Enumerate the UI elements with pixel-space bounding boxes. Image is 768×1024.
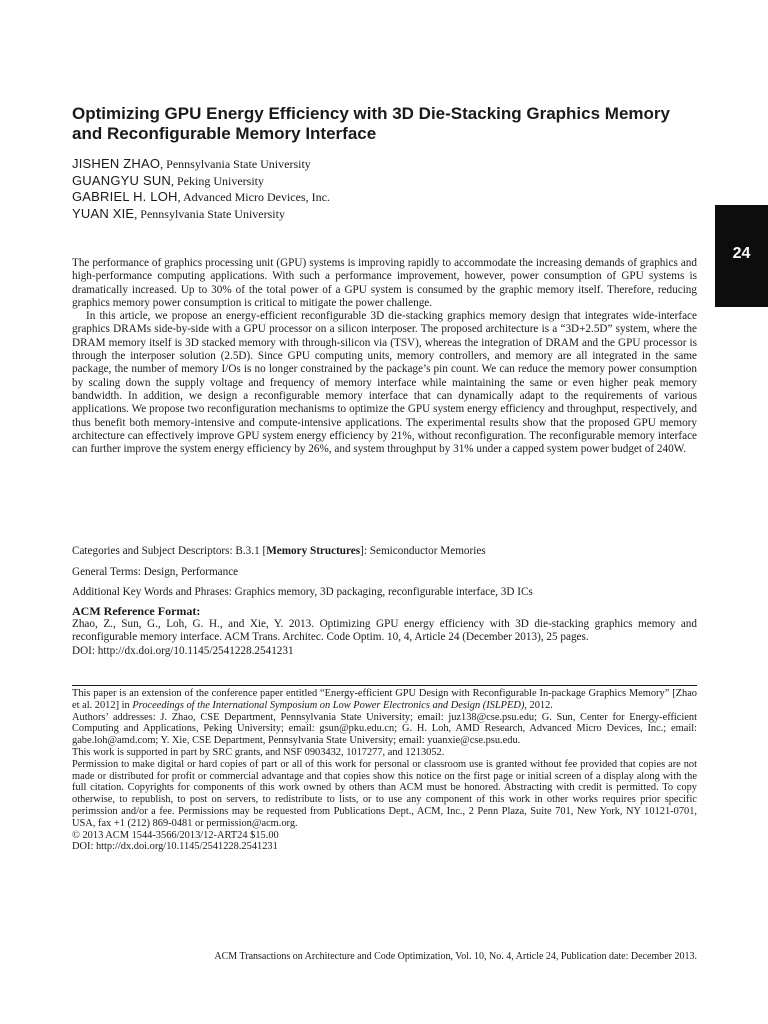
author-name: JISHEN ZHAO bbox=[72, 156, 161, 171]
author-affiliation: , Advanced Micro Devices, Inc. bbox=[177, 190, 330, 204]
author-name: GABRIEL H. LOH bbox=[72, 189, 178, 204]
author-affiliation: , Pennsylvania State University bbox=[160, 157, 311, 171]
categories-rest: ]: Semiconductor Memories bbox=[360, 545, 486, 557]
reference-format bbox=[72, 618, 697, 658]
author-list bbox=[72, 156, 692, 222]
paper-title: Optimizing GPU Energy Efficiency with 3D Die-Stacking Graphics Memory and Reconfigurable Memory Interface bbox=[72, 104, 670, 143]
extension-note-text: This paper is an extension of the conference paper entitled “Energy-efficient GPU Design with Reconfigurable In-package Graphics Memory” [Zhao et al. 2012] in bbox=[72, 688, 697, 711]
reference-format-heading: ACM Reference Format: bbox=[72, 604, 201, 618]
author-name: YUAN XIE bbox=[72, 205, 135, 221]
author-line bbox=[72, 189, 692, 206]
categories-label: Categories and Subject Descriptors: B.3.1 [ bbox=[72, 545, 267, 557]
authors-addresses: Authors’ addresses: J. Zhao, CSE Department, Pennsylvania State University; email: juz138@cse.psu.edu; G. Sun, Center for Energy-efficient Computing and Applications, Peking University; email: gsun@pku.edu.cn; G. H. Loh, AMD Research, Advanced Micro Devices, Inc.; email: gabe.loh@amd.com; Y. Xie, CSE Department, Pennsylvania State University; email: yuanxie@cse.psu.edu. bbox=[72, 711, 697, 747]
article-number: 24 bbox=[732, 245, 751, 262]
author-affiliation: , Pennsylvania State University bbox=[134, 206, 285, 221]
copyright-note: © 2013 ACM 1544-3566/2013/12-ART24 $15.00 bbox=[72, 829, 279, 841]
support-note: This work is supported in part by SRC grants, and NSF 0903432, 1017277, and 1213052. bbox=[72, 746, 445, 758]
extension-note bbox=[72, 688, 697, 712]
categories-line bbox=[72, 545, 697, 558]
abstract-paragraph: In this article, we propose an energy-efficient reconfigurable 3D die-stacking graphics memory design that integrates wide-interface graphics DRAMs side-by-side with a GPU processor on a silicon interposer. The proposed architecture is a “3D+2.5D” system, where the DRAM memory itself is 3D stacked memory with through-silicon via (TSV), whereas the integration of DRAM and the GPU processor is through the interposer solution (2.5D). Since GPU computing units, memory controllers, and memory are all integrated in the same package, the number of memory I/Os is no longer constrained by the package’s pin count. We can reduce the memory power consumption by scaling down the supply voltage and frequency of memory interface while maintaining the same or even higher peak memory bandwidth. In addition, we design a reconfigurable memory interface that can dynamically adapt to the requirements of various applications. We propose two reconfiguration mechanisms to optimize the GPU system energy efficiency and throughput, respectively, and thus benefit both memory-intensive and compute-intensive applications. The experimental results show that the proposed GPU memory architecture can effectively improve GPU system energy efficiency by 21%, without reconfiguration. The reconfigurable memory interface can further improve the system energy efficiency by 26%, and system throughput by 31% under a capped system power budget of 240W. bbox=[72, 310, 697, 456]
author-line bbox=[72, 173, 692, 190]
author-name: GUANGYU SUN bbox=[72, 172, 171, 188]
footnote-doi: DOI: http://dx.doi.org/10.1145/2541228.2541231 bbox=[72, 841, 278, 853]
abstract bbox=[72, 257, 697, 456]
abstract-paragraph: The performance of graphics processing unit (GPU) systems is improving rapidly to accommodate the increasing demands of graphics and high-performance computing applications. With such a performance improvement, however, power consumption of GPU systems is dramatically increased. Up to 30% of the total power of a GPU system is consumed by the graphic memory itself. Therefore, reducing graphics memory power consumption is critical to mitigate the power challenge. bbox=[72, 257, 697, 309]
reference-doi: DOI: http://dx.doi.org/10.1145/2541228.2541231 bbox=[72, 644, 294, 657]
author-line bbox=[72, 206, 692, 223]
general-terms: General Terms: Design, Performance bbox=[72, 566, 239, 578]
proceedings-title: Proceedings of the International Symposium on Low Power Electronics and Design (ISLPED) bbox=[132, 699, 525, 711]
reference-text: Zhao, Z., Sun, G., Loh, G. H., and Xie, Y. 2013. Optimizing GPU energy efficiency with 3D die-stacking graphics memory and reconfigurable memory interface. ACM Trans. Architec. Code Optim. 10, 4, Article 24 (December 2013), 25 pages. bbox=[72, 618, 697, 644]
running-footer: ACM Transactions on Architecture and Code Optimization, Vol. 10, No. 4, Article 24, Publication date: December 2013. bbox=[214, 951, 697, 962]
author-affiliation: , Peking University bbox=[171, 173, 264, 188]
author-line bbox=[72, 156, 692, 173]
footnotes bbox=[72, 688, 697, 853]
article-number-tab bbox=[715, 205, 768, 307]
extension-note-year: , 2012. bbox=[524, 699, 553, 711]
permission-note: Permission to make digital or hard copies of part or all of this work for personal or classroom use is granted without fee provided that copies are not made or distributed for profit or commercial advantage and that copies show this notice on the first page or initial screen of a display along with the full citation. Copyrights for components of this work owned by others than ACM must be honored. Abstracting with credit is permitted. To copy otherwise, to republish, to post on servers, to redistribute to lists, or to use any component of this work in other works requires prior specific perimssion and/or a fee. Permissions may be requested from Publications Dept., ACM, Inc., 2 Penn Plaza, Suite 701, New York, NY 10121-0701, USA, fax +1 (212) 869-0481 or permission@acm.org. bbox=[72, 758, 697, 829]
footnote-divider bbox=[72, 685, 697, 686]
keywords: Additional Key Words and Phrases: Graphics memory, 3D packaging, reconfigurable interface, 3D ICs bbox=[72, 586, 533, 598]
categories-bold: Memory Structures bbox=[266, 545, 361, 557]
